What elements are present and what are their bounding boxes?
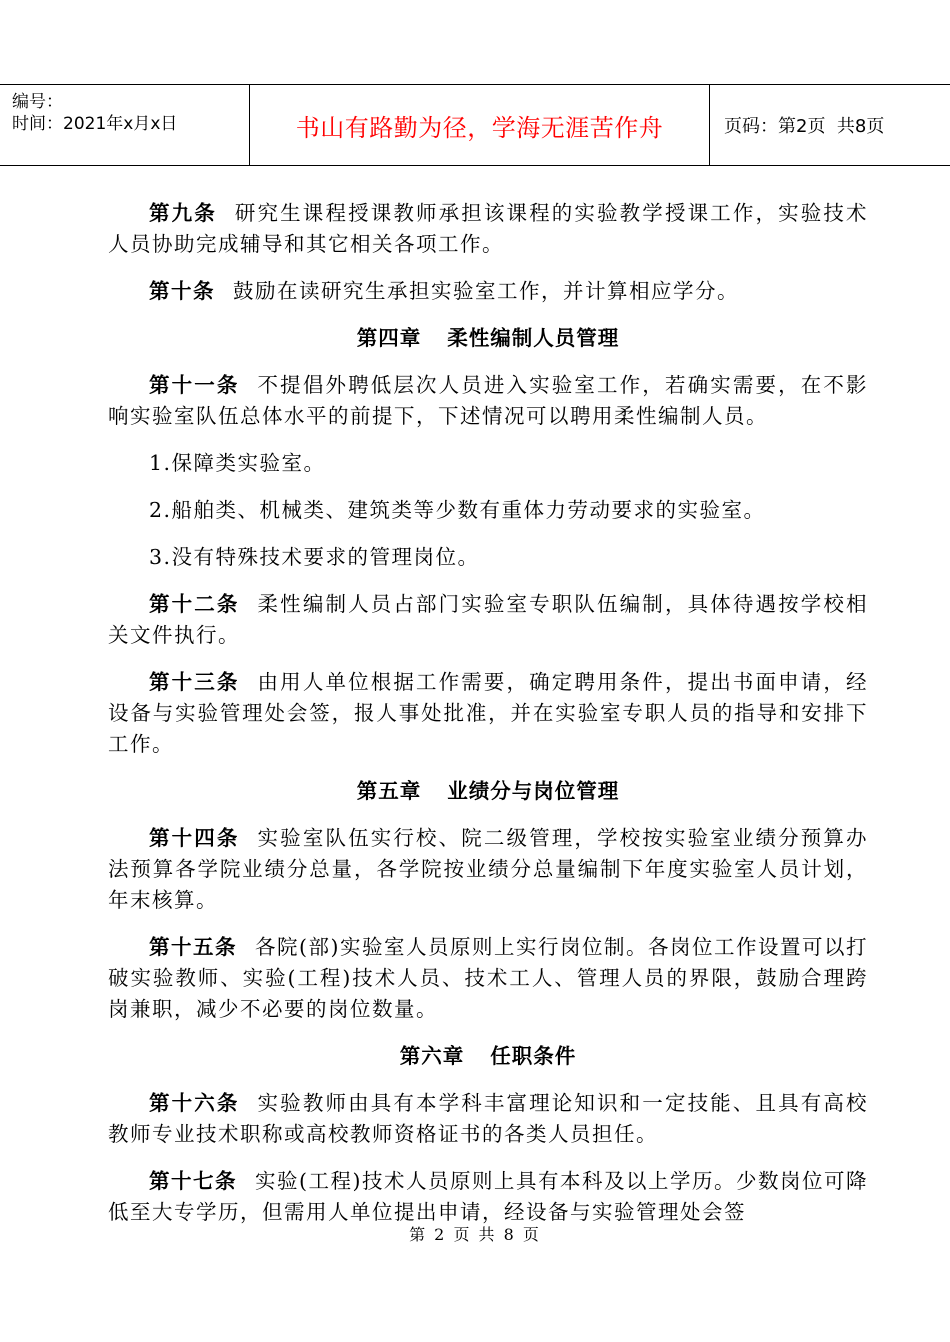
article-text: 实验教师由具有本学科丰富理论知识和一定技能、且具有高校教师专业技术职称或高校教师资格证书的各类人员担任。 bbox=[108, 1091, 869, 1146]
article-label: 第十条 bbox=[149, 279, 215, 303]
article-text: 各院(部)实验室人员原则上实行岗位制。各岗位工作设置可以打破实验教师、实验(工程)技术人员、技术工人、管理人员的界限，鼓励合理跨岗兼职，减少不必要的岗位数量。 bbox=[108, 935, 868, 1021]
header-page-cell bbox=[710, 85, 950, 165]
header-meta-cell bbox=[0, 85, 250, 165]
chapter-6-heading bbox=[108, 1041, 868, 1072]
article-label: 第十一条 bbox=[149, 373, 240, 397]
article-label: 第十四条 bbox=[149, 826, 240, 850]
chapter-5-heading bbox=[108, 776, 868, 807]
article-16 bbox=[108, 1088, 868, 1150]
article-text: 研究生课程授课教师承担该课程的实验教学授课工作，实验技术人员协助完成辅导和其它相关各项工作。 bbox=[108, 201, 869, 256]
article-label: 第九条 bbox=[149, 201, 217, 225]
article-label: 第十六条 bbox=[149, 1091, 240, 1115]
article-15 bbox=[108, 932, 868, 1025]
page-info: 页码：第2页 共8页 bbox=[724, 116, 885, 137]
article-label: 第十五条 bbox=[149, 935, 237, 959]
chapter-number: 第六章 bbox=[399, 1044, 465, 1068]
article-10 bbox=[108, 276, 868, 307]
list-item-1: 1.保障类实验室。 bbox=[149, 451, 326, 475]
page-footer bbox=[0, 1222, 950, 1245]
footer-page-number: 第 2 页 共 8 页 bbox=[409, 1225, 541, 1244]
chapter-title: 业绩分与岗位管理 bbox=[447, 779, 620, 803]
chapter-4-heading bbox=[108, 323, 868, 354]
document-header bbox=[0, 84, 950, 166]
article-text: 不提倡外聘低层次人员进入实验室工作，若确实需要，在不影响实验室队伍总体水平的前提下，下述情况可以聘用柔性编制人员。 bbox=[108, 373, 869, 428]
chapter-title: 柔性编制人员管理 bbox=[447, 326, 620, 350]
number-label: 编号： bbox=[12, 92, 63, 112]
article-label: 第十三条 bbox=[149, 670, 240, 694]
article-label: 第十二条 bbox=[149, 592, 240, 616]
article-text: 实验室队伍实行校、院二级管理，学校按实验室业绩分预算办法预算各学院业绩分总量，各学院按业绩分总量编制下年度实验室人员计划，年末核算。 bbox=[108, 826, 869, 912]
article-13 bbox=[108, 667, 868, 760]
article-11 bbox=[108, 370, 868, 432]
article-text: 柔性编制人员占部门实验室专职队伍编制，具体待遇按学校相关文件执行。 bbox=[108, 592, 869, 647]
article-text: 实验(工程)技术人员原则上具有本科及以上学历。少数岗位可降低至大专学历，但需用人单位提出申请，经设备与实验管理处会签 bbox=[108, 1169, 868, 1224]
list-item-3: 3.没有特殊技术要求的管理岗位。 bbox=[149, 545, 480, 569]
list-item-2: 2.船舶类、机械类、建筑类等少数有重体力劳动要求的实验室。 bbox=[149, 498, 766, 522]
article-12 bbox=[108, 589, 868, 651]
article-14 bbox=[108, 823, 868, 916]
article-17 bbox=[108, 1166, 868, 1228]
header-motto-cell bbox=[250, 85, 710, 165]
article-9 bbox=[108, 198, 868, 260]
chapter-title: 任职条件 bbox=[490, 1044, 577, 1068]
chapter-number: 第四章 bbox=[356, 326, 422, 350]
motto-text: 书山有路勤为径，学海无涯苦作舟 bbox=[295, 113, 664, 142]
time-label: 时间：2021年x月x日 bbox=[12, 114, 178, 134]
article-text: 鼓励在读研究生承担实验室工作，并计算相应学分。 bbox=[233, 279, 739, 303]
article-label: 第十七条 bbox=[149, 1169, 237, 1193]
document-body bbox=[108, 198, 868, 1244]
chapter-number: 第五章 bbox=[356, 779, 422, 803]
article-text: 由用人单位根据工作需要，确定聘用条件，提出书面申请，经设备与实验管理处会签，报人事处批准，并在实验室专职人员的指导和安排下工作。 bbox=[108, 670, 869, 756]
